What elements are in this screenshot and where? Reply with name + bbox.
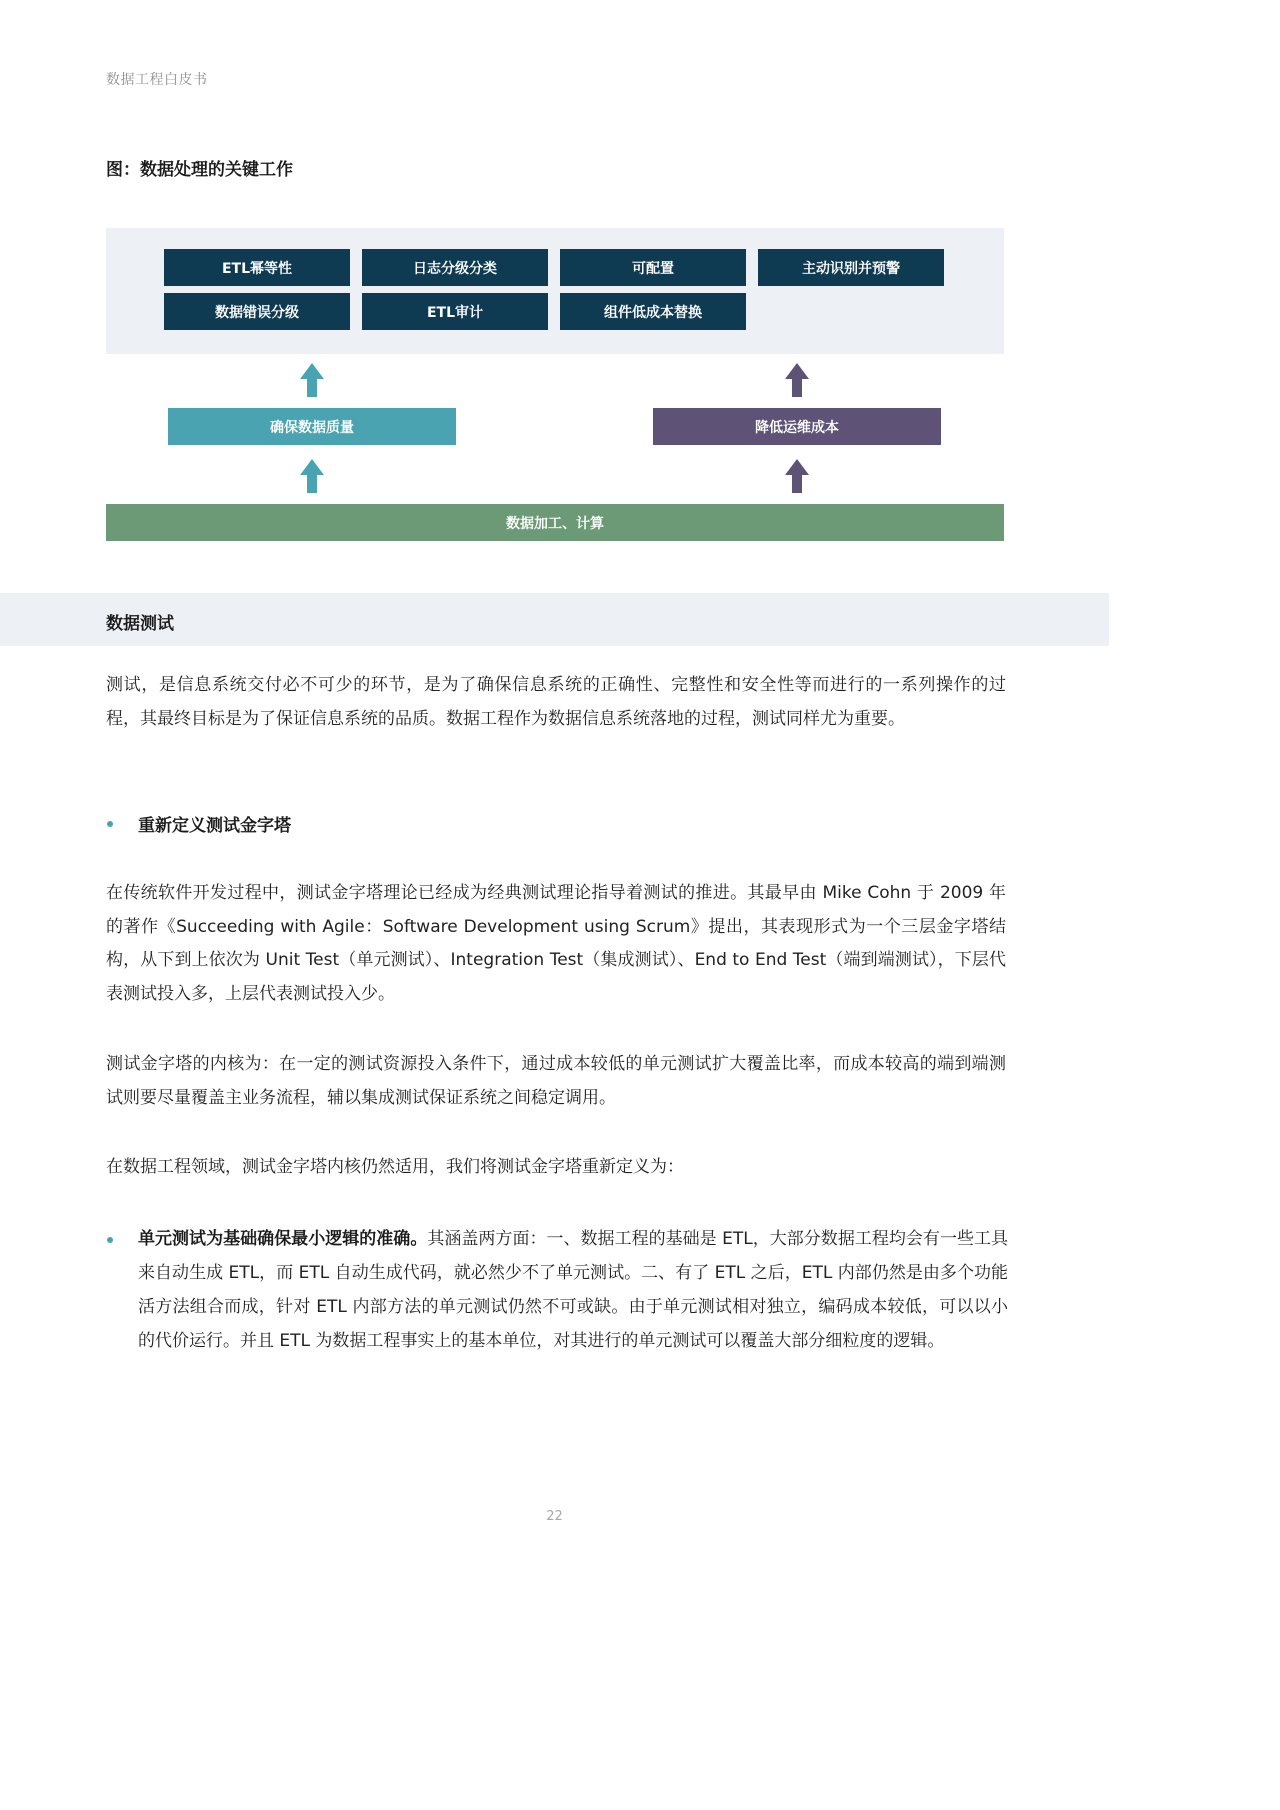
up-arrow-icon [300,363,324,397]
unit-test-bullet-lead: 单元测试为基础确保最小逻辑的准确。 [138,1229,428,1249]
intro-paragraph: 测试，是信息系统交付必不可少的环节，是为了确保信息系统的正确性、完整性和安全性等而进行的一系列操作的过程，其最终目标是为了保证信息系统的品质。数据工程作为数据信息系统落地的过程，测试同样尤为重要。 [106,675,1006,729]
task-proactive-alerting: 主动识别并预警 [758,249,944,286]
pyramid-history-paragraph: 在传统软件开发过程中，测试金字塔理论已经成为经典测试理论指导着测试的推进。其最早由 Mike Cohn 于 2009 年的著作《Succeeding with Agile：Software Development using Scrum》提出，其表现形式为一个三层金字塔结构，从下到上依次为 Unit Test（单元测试）、Integration Test（集成测试）、End to End Test（端到端测试），下层代表测试投入多，上层代表测试投入少。 [106,883,1006,1004]
page-number: 22 [546,1509,563,1524]
base-data-processing: 数据加工、计算 [106,504,1004,541]
task-etl-idempotency: ETL幂等性 [164,249,350,286]
bullet-icon [107,821,113,827]
section-title: 数据测试 [106,614,174,634]
goal-data-quality: 确保数据质量 [168,408,456,445]
figure-title: 图：数据处理的关键工作 [106,160,293,180]
bullet-icon [107,1237,113,1243]
task-configurable: 可配置 [560,249,746,286]
up-arrow-icon [300,459,324,493]
task-log-classification: 日志分级分类 [362,249,548,286]
task-etl-audit: ETL审计 [362,293,548,330]
task-error-grading: 数据错误分级 [164,293,350,330]
section-header [0,593,1109,646]
bullet-heading: 重新定义测试金字塔 [138,816,291,836]
unit-test-bullet-text: 其涵盖两方面：一、数据工程的基础是 ETL，大部分数据工程均会有一些工具来自动生成 ETL，而 ETL 自动生成代码，就必然少不了单元测试。二、有了 ETL 之后，ETL 内部仍然是由多个功能活方法组合而成，针对 ETL 内部方法的单元测试仍然不可或缺。由于单元测试相对独立，编码成本较低，可以以小的代价运行。并且 ETL 为数据工程事实上的基本单位，对其进行的单元测试可以覆盖大部分细粒度的逻辑。 [138,1229,1009,1351]
redefine-intro-paragraph: 在数据工程领域，测试金字塔内核仍然适用，我们将测试金字塔重新定义为： [106,1157,684,1177]
up-arrow-icon [785,363,809,397]
unit-test-bullet [138,1222,1008,1358]
key-tasks-panel [106,228,1004,354]
task-component-replacement: 组件低成本替换 [560,293,746,330]
goal-reduce-ops-cost: 降低运维成本 [653,408,941,445]
pyramid-core-paragraph: 测试金字塔的内核为：在一定的测试资源投入条件下，通过成本较低的单元测试扩大覆盖比率，而成本较高的端到端测试则要尽量覆盖主业务流程，辅以集成测试保证系统之间稳定调用。 [106,1054,1006,1108]
running-header: 数据工程白皮书 [106,72,208,88]
up-arrow-icon [785,459,809,493]
